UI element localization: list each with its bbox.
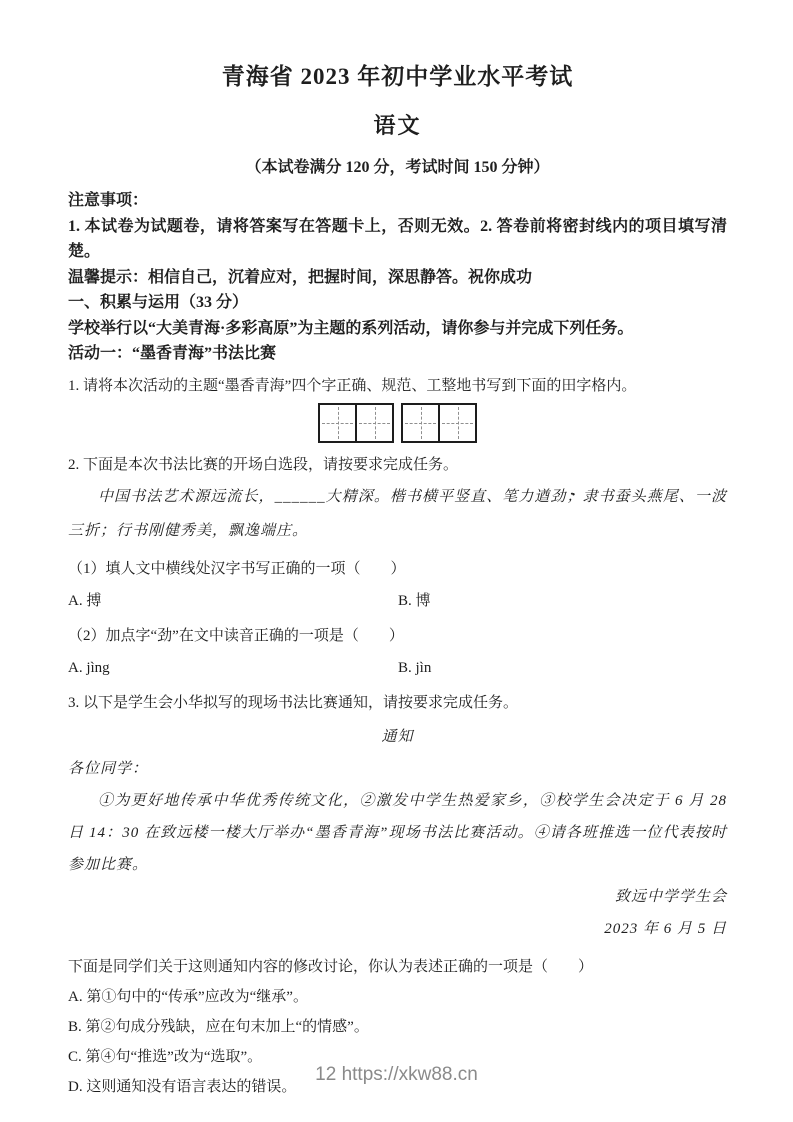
q2-sub1-option-b: B. 博	[398, 592, 431, 609]
tianzi-group	[401, 403, 477, 443]
tianzi-cell	[438, 405, 475, 441]
q2-sub1-label: （1）填人文中横线处汉字书写正确的一项（ ）	[68, 560, 406, 577]
q2-sub2-label: （2）加点字“劲”在文中读音正确的一项是（ ）	[68, 627, 404, 644]
notice-block	[68, 721, 727, 945]
q2-sub2-options	[68, 657, 727, 679]
notice-title: 通知	[381, 728, 414, 745]
passage-emphasis-char: 劲 •	[550, 489, 566, 505]
question-3: 3. 以下是学生会小华拟写的现场书法比赛通知，请按要求完成任务。	[68, 694, 519, 711]
q3-option-a: A. 第①句中的“传承”应改为“继承”。	[68, 988, 308, 1005]
notice-salutation: 各位同学：	[68, 760, 149, 777]
passage-text-after: ；隶书蚕头燕尾、一波三折；行书刚健秀美，飘逸端庄。	[68, 488, 727, 539]
q2-sub1-option-a: A. 搏	[68, 592, 102, 609]
passage-text-before: 中国书法艺术源远流长，______大精深。楷书横平竖直、笔力遒	[98, 488, 551, 505]
watermark-text: 12 https://xkw88.cn	[315, 1064, 478, 1085]
exam-notes-block	[68, 188, 727, 367]
calligraphy-passage	[68, 480, 727, 548]
page-footer	[0, 1064, 793, 1086]
notice-signature: 致远中学学生会	[614, 888, 727, 905]
tianzi-cell	[403, 405, 438, 441]
notice-body: ①为更好地传承中华优秀传统文化，②激发中学生热爱家乡，③校学生会决定于 6 月 28 日 14：30 在致远楼一楼大厅举办“墨香青海”现场书法比赛活动。④请各班推选一位代表按时参加比赛。	[68, 792, 727, 873]
q2-sub2-option-b: B. jìn	[398, 659, 432, 676]
tianzi-cell	[355, 405, 392, 441]
q3-option-b: B. 第②句成分残缺，应在句末加上“的情感”。	[68, 1018, 369, 1035]
exam-subtitle: （本试卷满分 120 分，考试时间 150 分钟）	[245, 159, 550, 176]
activity-heading: 活动一：“墨香青海”书法比赛	[68, 345, 277, 362]
section-heading: 一、积累与运用（33 分）	[68, 294, 249, 311]
tianzi-cell	[320, 405, 355, 441]
tianzi-group	[318, 403, 394, 443]
q2-sub1-options	[68, 590, 727, 612]
exam-title: 青海省 2023 年初中学业水平考试	[221, 64, 574, 89]
notes-heading: 注意事项：	[68, 192, 149, 209]
section-intro: 学校举行以“大美青海·多彩高原”为主题的系列活动，请你参与并完成下列任务。	[68, 319, 634, 337]
subject-title: 语文	[373, 113, 422, 138]
question-1: 1. 请将本次活动的主题“墨香青海”四个字正确、规范、工整地书写到下面的田字格内。	[68, 377, 637, 394]
question-2: 2. 下面是本次书法比赛的开场白选段，请按要求完成任务。	[68, 456, 459, 473]
notice-date: 2023 年 6 月 5 日	[604, 920, 727, 937]
q3-option-c: C. 第④句“推选”改为“选取”。	[68, 1048, 263, 1065]
q3-option-d: D. 这则通知没有语言表达的错误。	[68, 1078, 297, 1095]
q2-sub2-option-a: A. jìng	[68, 659, 110, 676]
notes-tip: 温馨提示：相信自己，沉着应对，把握时间，深思静答。祝你成功	[68, 268, 533, 286]
q3-question: 下面是同学们关于这则通知内容的修改讨论，你认为表述正确的一项是（ ）	[68, 958, 594, 975]
notes-text: 1. 本试卷为试题卷，请将答案写在答题卡上，否则无效。2. 答卷前将密封线内的项目填写清楚。	[68, 217, 727, 260]
tianzige-grid	[68, 403, 727, 443]
